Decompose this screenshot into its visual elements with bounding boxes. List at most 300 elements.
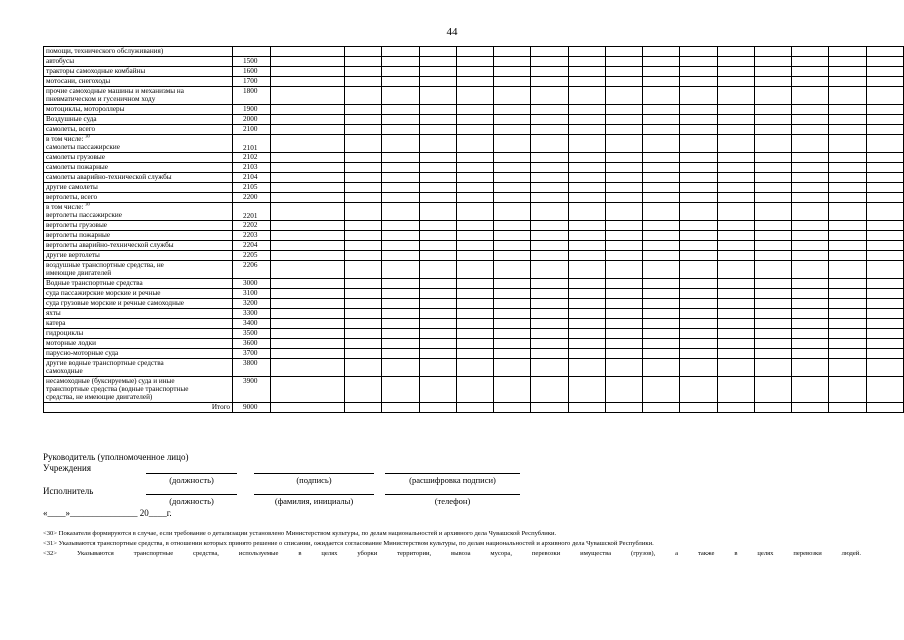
empty-cell (494, 125, 531, 135)
empty-cell (829, 115, 866, 125)
row-label-line: самолеты аварийно-технической службы (46, 173, 172, 181)
row-code: 2000 (233, 115, 271, 125)
empty-cell (531, 105, 568, 115)
empty-cell (568, 261, 605, 279)
table-row (44, 261, 904, 279)
row-label-line: в том числе: $^{30}$ (46, 134, 90, 143)
empty-cell (382, 57, 419, 67)
empty-cell (717, 173, 754, 183)
empty-cell (494, 319, 531, 329)
empty-cell (829, 359, 866, 377)
empty-cell (643, 47, 680, 57)
row-code: 3200 (233, 299, 271, 309)
row-label-line: гидроциклы (46, 329, 84, 337)
empty-cell (792, 87, 829, 105)
empty-cell (792, 231, 829, 241)
empty-cell (494, 359, 531, 377)
empty-cell (680, 329, 717, 339)
empty-cell (345, 261, 382, 279)
row-label (44, 153, 233, 163)
empty-cell (419, 309, 456, 319)
empty-cell (456, 47, 493, 57)
empty-cell (643, 289, 680, 299)
table-row (44, 241, 904, 251)
empty-cell (494, 261, 531, 279)
empty-cell (605, 339, 642, 349)
empty-cell (382, 403, 419, 413)
empty-cell (270, 115, 344, 125)
row-code: 2201 (233, 203, 271, 221)
empty-cell (605, 221, 642, 231)
row-label-line: вертолеты пожарные (46, 231, 111, 239)
empty-cell (605, 203, 642, 221)
empty-cell (419, 153, 456, 163)
empty-cell (494, 299, 531, 309)
empty-cell (382, 289, 419, 299)
position-line (146, 473, 237, 474)
empty-cell (419, 115, 456, 125)
row-code: 2104 (233, 173, 271, 183)
row-label-line: моторные лодки (46, 339, 96, 347)
empty-cell (568, 251, 605, 261)
empty-cell (829, 349, 866, 359)
empty-cell (568, 241, 605, 251)
empty-cell (829, 125, 866, 135)
table-row (44, 231, 904, 241)
footnote-32: <32> Указываются транспортные средства, используемые в целях уборки территории, вывоза мусора, перевозки имущества (грузов), а также в целях перевозки людей. (43, 550, 861, 557)
empty-cell (270, 359, 344, 377)
empty-cell (531, 377, 568, 403)
empty-cell (531, 173, 568, 183)
empty-cell (494, 203, 531, 221)
footnote-ref: 30 (85, 134, 90, 139)
empty-cell (270, 299, 344, 309)
empty-cell (345, 241, 382, 251)
row-label (44, 377, 233, 403)
empty-cell (345, 193, 382, 203)
empty-cell (494, 47, 531, 57)
empty-cell (829, 203, 866, 221)
empty-cell (456, 193, 493, 203)
empty-cell (494, 77, 531, 87)
empty-cell (792, 125, 829, 135)
empty-cell (568, 289, 605, 299)
empty-cell (345, 403, 382, 413)
row-label (44, 403, 233, 413)
table-row (44, 339, 904, 349)
empty-cell (717, 125, 754, 135)
empty-cell (531, 115, 568, 125)
empty-cell (829, 57, 866, 67)
empty-cell (829, 261, 866, 279)
empty-cell (792, 135, 829, 153)
empty-cell (754, 115, 791, 125)
empty-cell (829, 299, 866, 309)
empty-cell (717, 377, 754, 403)
row-label-line: прочие самоходные машины и механизмы на (46, 87, 184, 95)
empty-cell (829, 153, 866, 163)
row-label (44, 173, 233, 183)
empty-cell (270, 319, 344, 329)
table-row (44, 289, 904, 299)
table-row (44, 203, 904, 221)
empty-cell (643, 173, 680, 183)
empty-cell (866, 403, 903, 413)
empty-cell (680, 279, 717, 289)
empty-cell (456, 77, 493, 87)
empty-cell (792, 309, 829, 319)
empty-cell (754, 279, 791, 289)
empty-cell (382, 125, 419, 135)
empty-cell (531, 299, 568, 309)
empty-cell (792, 299, 829, 309)
row-label-line: самоходные (46, 367, 83, 375)
empty-cell (866, 319, 903, 329)
empty-cell (680, 125, 717, 135)
empty-cell (792, 221, 829, 231)
empty-cell (680, 153, 717, 163)
empty-cell (270, 47, 344, 57)
empty-cell (792, 163, 829, 173)
row-code: 1700 (233, 77, 271, 87)
empty-cell (270, 193, 344, 203)
empty-cell (680, 203, 717, 221)
empty-cell (270, 221, 344, 231)
row-code: 3800 (233, 359, 271, 377)
empty-cell (531, 47, 568, 57)
empty-cell (456, 183, 493, 193)
empty-cell (494, 67, 531, 77)
empty-cell (717, 309, 754, 319)
empty-cell (531, 339, 568, 349)
empty-cell (754, 135, 791, 153)
empty-cell (754, 349, 791, 359)
row-code (233, 47, 271, 57)
row-label-line: имеющие двигателей (46, 269, 112, 277)
row-label (44, 299, 233, 309)
empty-cell (605, 359, 642, 377)
empty-cell (754, 57, 791, 67)
empty-cell (792, 329, 829, 339)
table-row (44, 115, 904, 125)
empty-cell (680, 163, 717, 173)
empty-cell (866, 153, 903, 163)
empty-cell (680, 377, 717, 403)
row-label-line: Итого (211, 403, 231, 411)
empty-cell (419, 193, 456, 203)
empty-cell (531, 349, 568, 359)
empty-cell (345, 221, 382, 231)
empty-cell (345, 203, 382, 221)
empty-cell (754, 87, 791, 105)
row-label-line: мотосани, снегоходы (46, 77, 111, 85)
empty-cell (419, 241, 456, 251)
empty-cell (494, 349, 531, 359)
empty-cell (717, 221, 754, 231)
empty-cell (680, 309, 717, 319)
empty-cell (456, 279, 493, 289)
empty-cell (494, 231, 531, 241)
empty-cell (680, 349, 717, 359)
empty-cell (717, 135, 754, 153)
empty-cell (419, 231, 456, 241)
empty-cell (754, 359, 791, 377)
empty-cell (382, 193, 419, 203)
empty-cell (792, 279, 829, 289)
table-row (44, 403, 904, 413)
empty-cell (568, 309, 605, 319)
empty-cell (605, 47, 642, 57)
table-row (44, 299, 904, 309)
empty-cell (792, 57, 829, 67)
empty-cell (270, 339, 344, 349)
empty-cell (643, 329, 680, 339)
row-code: 2202 (233, 221, 271, 231)
row-label (44, 183, 233, 193)
empty-cell (345, 163, 382, 173)
empty-cell (531, 329, 568, 339)
empty-cell (270, 251, 344, 261)
signature-decoding-caption: (расшифровка подписи) (409, 475, 496, 485)
empty-cell (382, 339, 419, 349)
empty-cell (680, 57, 717, 67)
empty-cell (494, 163, 531, 173)
row-code: 9000 (233, 403, 271, 413)
row-label-line: самолеты пожарные (46, 163, 108, 171)
empty-cell (605, 135, 642, 153)
empty-cell (419, 349, 456, 359)
empty-cell (754, 261, 791, 279)
empty-cell (419, 339, 456, 349)
empty-cell (382, 115, 419, 125)
empty-cell (754, 251, 791, 261)
empty-cell (605, 251, 642, 261)
empty-cell (866, 231, 903, 241)
row-label (44, 349, 233, 359)
empty-cell (829, 87, 866, 105)
empty-cell (643, 87, 680, 105)
empty-cell (531, 359, 568, 377)
empty-cell (494, 289, 531, 299)
empty-cell (494, 329, 531, 339)
empty-cell (419, 289, 456, 299)
table-row (44, 105, 904, 115)
empty-cell (568, 183, 605, 193)
empty-cell (717, 231, 754, 241)
empty-cell (270, 349, 344, 359)
empty-cell (345, 105, 382, 115)
empty-cell (717, 153, 754, 163)
empty-cell (345, 279, 382, 289)
empty-cell (792, 403, 829, 413)
empty-cell (717, 403, 754, 413)
empty-cell (419, 403, 456, 413)
empty-cell (792, 67, 829, 77)
empty-cell (382, 135, 419, 153)
empty-cell (419, 319, 456, 329)
table-row (44, 87, 904, 105)
empty-cell (382, 299, 419, 309)
empty-cell (456, 173, 493, 183)
table-row (44, 57, 904, 67)
empty-cell (531, 183, 568, 193)
empty-cell (270, 87, 344, 105)
executor-phone-caption: (телефон) (434, 496, 471, 506)
row-label (44, 359, 233, 377)
empty-cell (605, 105, 642, 115)
empty-cell (792, 289, 829, 299)
empty-cell (754, 47, 791, 57)
empty-cell (531, 289, 568, 299)
empty-cell (419, 329, 456, 339)
empty-cell (643, 241, 680, 251)
empty-cell (605, 231, 642, 241)
empty-cell (680, 319, 717, 329)
row-code: 3100 (233, 289, 271, 299)
empty-cell (792, 349, 829, 359)
empty-cell (345, 125, 382, 135)
table-row (44, 163, 904, 173)
empty-cell (419, 173, 456, 183)
empty-cell (494, 251, 531, 261)
empty-cell (829, 339, 866, 349)
empty-cell (680, 289, 717, 299)
row-label (44, 115, 233, 125)
empty-cell (605, 183, 642, 193)
empty-cell (680, 105, 717, 115)
empty-cell (866, 339, 903, 349)
row-code: 3600 (233, 339, 271, 349)
empty-cell (345, 309, 382, 319)
empty-cell (456, 309, 493, 319)
empty-cell (494, 403, 531, 413)
empty-cell (531, 193, 568, 203)
row-label-line: суда грузовые морские и речные самоходные (46, 299, 184, 307)
empty-cell (270, 203, 344, 221)
empty-cell (456, 221, 493, 231)
empty-cell (754, 319, 791, 329)
empty-cell (419, 163, 456, 173)
empty-cell (531, 251, 568, 261)
empty-cell (494, 183, 531, 193)
empty-cell (829, 377, 866, 403)
row-label-line: катера (46, 319, 66, 327)
empty-cell (531, 87, 568, 105)
table-row (44, 251, 904, 261)
empty-cell (643, 183, 680, 193)
row-code: 2102 (233, 153, 271, 163)
empty-cell (568, 329, 605, 339)
empty-cell (866, 329, 903, 339)
empty-cell (866, 309, 903, 319)
empty-cell (792, 173, 829, 183)
empty-cell (866, 261, 903, 279)
empty-cell (680, 47, 717, 57)
empty-cell (568, 193, 605, 203)
empty-cell (866, 47, 903, 57)
empty-cell (605, 319, 642, 329)
empty-cell (754, 105, 791, 115)
empty-cell (866, 299, 903, 309)
empty-cell (680, 231, 717, 241)
empty-cell (717, 251, 754, 261)
empty-cell (792, 77, 829, 87)
empty-cell (680, 87, 717, 105)
empty-cell (605, 403, 642, 413)
row-label (44, 57, 233, 67)
row-label (44, 329, 233, 339)
empty-cell (680, 173, 717, 183)
empty-cell (382, 163, 419, 173)
empty-cell (754, 403, 791, 413)
empty-cell (419, 77, 456, 87)
empty-cell (643, 105, 680, 115)
empty-cell (829, 47, 866, 57)
row-label-line: средства, не имеющие двигателей) (46, 393, 153, 401)
empty-cell (605, 289, 642, 299)
empty-cell (866, 377, 903, 403)
empty-cell (494, 57, 531, 67)
empty-cell (643, 125, 680, 135)
empty-cell (382, 67, 419, 77)
empty-cell (270, 231, 344, 241)
empty-cell (680, 221, 717, 231)
empty-cell (345, 67, 382, 77)
empty-cell (382, 359, 419, 377)
empty-cell (494, 153, 531, 163)
empty-cell (419, 183, 456, 193)
empty-cell (754, 203, 791, 221)
table-row (44, 183, 904, 193)
row-label (44, 193, 233, 203)
empty-cell (829, 403, 866, 413)
empty-cell (605, 193, 642, 203)
empty-cell (680, 193, 717, 203)
empty-cell (419, 203, 456, 221)
empty-cell (717, 261, 754, 279)
institution-label: Учреждения (43, 463, 91, 473)
empty-cell (568, 221, 605, 231)
row-label-line: парусно-моторные суда (46, 349, 119, 357)
row-code: 2200 (233, 193, 271, 203)
empty-cell (754, 309, 791, 319)
row-label-line: автобусы (46, 57, 75, 65)
empty-cell (605, 349, 642, 359)
empty-cell (717, 47, 754, 57)
empty-cell (568, 231, 605, 241)
vehicle-table (43, 46, 904, 413)
row-label (44, 135, 233, 153)
empty-cell (717, 289, 754, 299)
empty-cell (456, 87, 493, 105)
empty-cell (419, 125, 456, 135)
executor-name-caption: (фамилия, инициалы) (274, 496, 354, 506)
row-label-line: в том числе: $^{30}$ (46, 202, 90, 211)
empty-cell (494, 105, 531, 115)
empty-cell (866, 183, 903, 193)
empty-cell (494, 279, 531, 289)
empty-cell (643, 359, 680, 377)
empty-cell (605, 279, 642, 289)
table-row (44, 47, 904, 57)
empty-cell (456, 403, 493, 413)
empty-cell (717, 203, 754, 221)
empty-cell (680, 251, 717, 261)
empty-cell (568, 319, 605, 329)
empty-cell (494, 135, 531, 153)
row-label (44, 279, 233, 289)
empty-cell (568, 339, 605, 349)
